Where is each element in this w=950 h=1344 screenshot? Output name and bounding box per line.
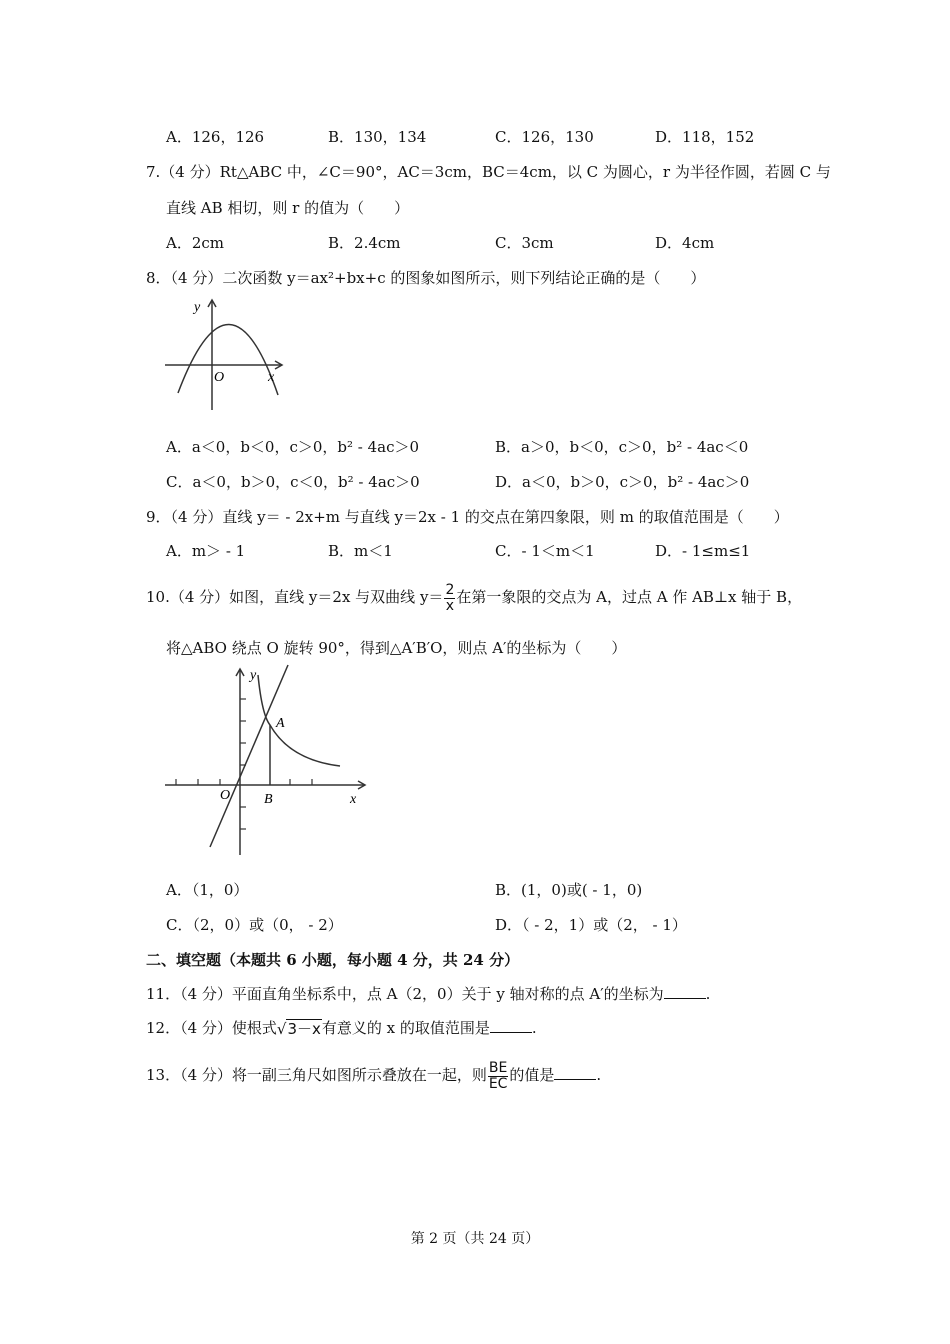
q7-line1: 7.（4 分）Rt△ABC 中，∠C＝90°，AC＝3cm，BC＝4cm，以 C 为圆心，r 为半径作圆，若圆 C 与	[146, 163, 831, 181]
q8-text: 8．（4 分）二次函数 y＝ax²+bx+c 的图象如图所示，则下列结论正确的是（ ）	[146, 269, 706, 287]
q6-option-c: C．126，130	[495, 128, 594, 146]
q9-option-c: C．- 1＜m＜1	[495, 542, 595, 560]
q7-option-c: C．3cm	[495, 234, 554, 252]
q8-option-b: B．a＞0，b＜0，c＞0，b² - 4ac＜0	[495, 438, 749, 456]
q7-line2: 直线 AB 相切，则 r 的值为（ ）	[166, 199, 410, 217]
q6-option-a: A．126，126	[166, 128, 265, 146]
q8-x-label: x	[268, 370, 275, 385]
q10-a-label: A	[276, 716, 285, 731]
q12-answer-blank[interactable]	[490, 1018, 532, 1033]
q8-origin-label: O	[214, 370, 225, 385]
q13-post: 的值是	[509, 1066, 555, 1084]
q9-option-b: B．m＜1	[328, 542, 393, 560]
q11-answer-blank[interactable]	[664, 984, 706, 999]
q10-line1-post: 在第一象限的交点为 A，过点 A 作 AB⊥x 轴于 B，	[456, 588, 803, 606]
q10-option-c: C．（2，0）或（0， - 2）	[166, 916, 343, 934]
q12-line	[146, 1016, 537, 1041]
q12-radicand: 3－x	[287, 1020, 321, 1038]
q10-option-b: B．(1，0)或( - 1，0)	[495, 881, 643, 899]
section2-heading: 二、填空题（本题共 6 小题，每小题 4 分，共 24 分）	[146, 951, 520, 969]
q10-option-a: A．（1，0）	[166, 881, 249, 899]
q8-option-d: D．a＜0，b＞0，c＞0，b² - 4ac＞0	[495, 473, 750, 491]
q13-frac-num: BE	[488, 1059, 508, 1076]
page-footer: 第 2 页（共 24 页）	[410, 1231, 540, 1247]
q11-end: .	[705, 985, 711, 1003]
q10-frac-den: x	[445, 597, 455, 614]
q10-origin-label: O	[220, 788, 231, 803]
q8-option-c: C．a＜0，b＞0，c＜0，b² - 4ac＞0	[166, 473, 420, 491]
q13-line	[146, 1058, 601, 1092]
q10-line1	[146, 580, 802, 614]
q12-pre: 12．（4 分）使根式	[146, 1019, 277, 1037]
q12-end: .	[531, 1019, 537, 1037]
q8-option-a: A．a＜0，b＜0，c＞0，b² - 4ac＞0	[166, 438, 420, 456]
q11-text: 11．（4 分）平面直角坐标系中，点 A（2，0）关于 y 轴对称的点 A′的坐标为	[146, 985, 664, 1003]
q7-option-d: D．4cm	[655, 234, 715, 252]
q8-y-label: y	[194, 300, 201, 315]
q13-end: .	[596, 1066, 602, 1084]
q13-answer-blank[interactable]	[554, 1065, 596, 1080]
q11-line	[146, 984, 710, 1004]
q10-line1-pre: 10.（4 分）如图，直线 y＝2x 与双曲线 y＝	[146, 588, 444, 606]
q6-option-b: B．130，134	[328, 128, 427, 146]
q10-b-label: B	[264, 792, 273, 807]
q13-pre: 13．（4 分）将一副三角尺如图所示叠放在一起，则	[146, 1066, 487, 1084]
q10-frac-num: 2	[445, 581, 455, 598]
q10-x-label: x	[350, 792, 357, 807]
q10-line-y-2x	[210, 665, 288, 847]
q9-option-d: D．- 1≤m≤1	[655, 542, 751, 560]
q9-option-a: A．m＞ - 1	[166, 542, 246, 560]
q7-option-b: B．2.4cm	[328, 234, 401, 252]
q12-post: 有意义的 x 的取值范围是	[321, 1019, 490, 1037]
q8-parabola-curve	[178, 324, 278, 395]
q12-radical: √3－x	[276, 1020, 321, 1038]
q10-hyperbola-graph	[160, 665, 375, 860]
q10-option-d: D．（ - 2，1）或（2， - 1）	[495, 916, 687, 934]
q8-parabola-graph	[160, 295, 290, 415]
q9-text: 9．（4 分）直线 y＝ - 2x+m 与直线 y＝2x - 1 的交点在第四象限，则 m 的取值范围是（ ）	[146, 508, 789, 526]
q7-option-a: A．2cm	[166, 234, 225, 252]
q10-x-ticks	[176, 779, 312, 785]
q13-fraction	[488, 1061, 508, 1092]
q13-frac-den: EC	[488, 1075, 508, 1092]
q6-option-d: D．118，152	[655, 128, 755, 146]
q10-y-label: y	[250, 668, 257, 683]
q10-fraction	[444, 583, 455, 614]
q10-line2: 将△ABO 绕点 O 旋转 90°，得到△A′B′O，则点 A′的坐标为（ ）	[166, 639, 627, 657]
